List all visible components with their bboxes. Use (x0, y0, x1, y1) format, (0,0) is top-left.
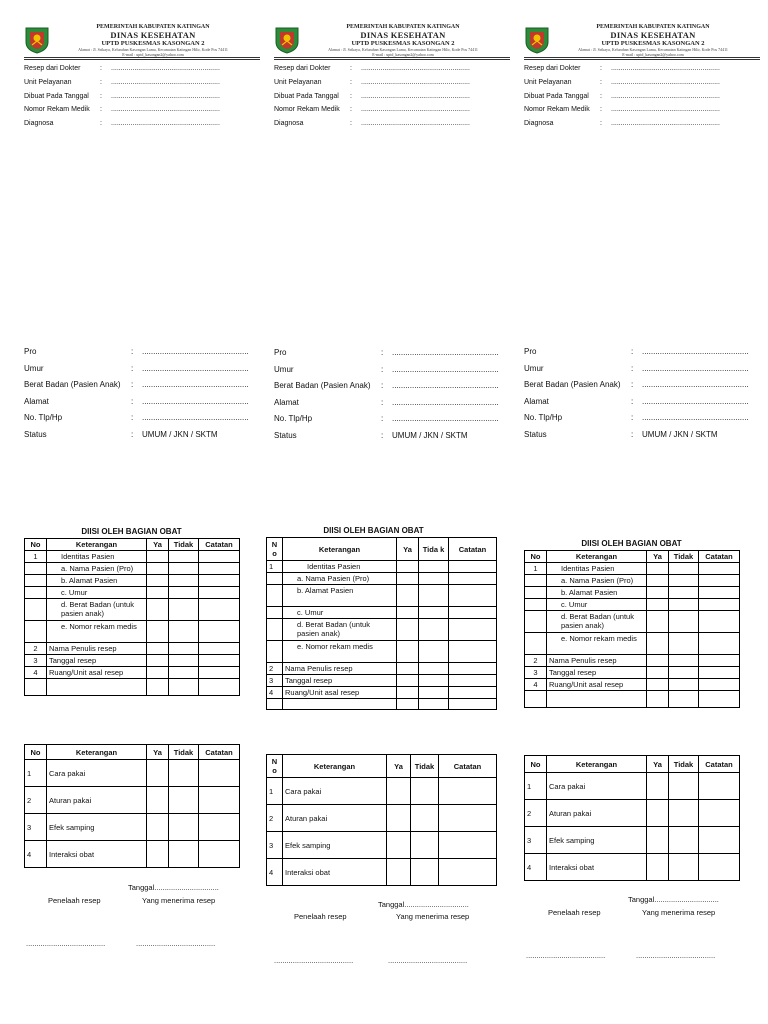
header-divider (24, 57, 260, 60)
receiver-label: Yang menerima resep (642, 908, 716, 917)
table-title: DIISI OLEH BAGIAN OBAT (81, 527, 182, 536)
form-copy-1: PEMERINTAH KABUPATEN KATINGAN DINAS KESEHATAN UPTD PUSKESMAS KASONGAN 2 Alamat : Jl. Srikaya, Kelurahan Kasongan Lama, Kecamatan Katingan Hilir, Kode Pos 74411 E-mail : uptd_kasongan2@yahoo.com Resep dari Dokter : ........................................................ Unit Pelayanan : ........................................................ Dibuat Pada Tanggal : ........................................................ Nomor Rekam Medik : ........................................................ Diagnosa : ........................................................ Pro : ................................................ Umur : ................................................ Berat Badan (Pasien Anak) : ................................................ Alamat : ................................................ No. Tlp/Hp : ................................................ Status : UMUM / JKN / SKTM DIISI OLEH BAGIAN OBAT No Keterangan Ya Tidak Catatan 1 Identitas Pasien a. Nama Pasien (Pro) b. Alamat Pasien c. Umur d. Berat Badan (untuk pasien anak) e. Nomor rekam medis 2 Nama Penulis resep 3 Tanggal resep 4 Ruang/Unit asal resep No Keterangan Ya Tidak Catatan 1 Cara pakai 2 Aturan pakai 3 Efek samping 4 Interaksi obat Tanggal............................... Penelaah resep Yang menerima resep ...................................... ...................................... (24, 0, 260, 1024)
katingan-emblem-icon (274, 26, 300, 54)
reviewer-label: Penelaah resep (294, 912, 347, 921)
reviewer-signature-line: ...................................... (26, 939, 106, 948)
receiver-label: Yang menerima resep (142, 896, 216, 905)
gov-name: PEMERINTAH KABUPATEN KATINGAN (346, 24, 460, 30)
form-copy-2: PEMERINTAH KABUPATEN KATINGAN DINAS KESEHATAN UPTD PUSKESMAS KASONGAN 2 Alamat : Jl. Srikaya, Kelurahan Kasongan Lama, Kecamatan Katingan Hilir, Kode Pos 74411 E-mail : uptd_kasongan2@yahoo.com Resep dari Dokter : ........................................................ Unit Pelayanan : ........................................................ Dibuat Pada Tanggal : ........................................................ Nomor Rekam Medik : ........................................................ Diagnosa : ........................................................ Pro : ................................................ Umur : ................................................ Berat Badan (Pasien Anak) : ................................................ Alamat : ................................................ No. Tlp/Hp : ................................................ Status : UMUM / JKN / SKTM DIISI OLEH BAGIAN OBAT N o Keterangan Ya Tida k Catatan 1 Identitas Pasien a. Nama Pasien (Pro) b. Alamat Pasien c. Umur d. Berat Badan (untuk pasien anak) e. Nomor rekam medis 2 Nama Penulis resep 3 Tanggal resep 4 Ruang/Unit asal resep N o Keterangan Ya Tidak Catatan 1 Cara pakai 2 Aturan pakai 3 Efek samping 4 Interaksi obat Tanggal............................... Penelaah resep Yang menerima resep ...................................... ...................................... (274, 0, 510, 1024)
clinic-address: Alamat : Jl. Srikaya, Kelurahan Kasongan Lama, Kecamatan Katingan Hilir, Kode Pos 74411 (328, 47, 478, 52)
usage-table: No Keterangan Ya Tidak Catatan 1 Cara pakai 2 Aturan pakai 3 Efek samping 4 Interaksi obat (524, 755, 740, 881)
reviewer-label: Penelaah resep (548, 908, 601, 917)
signature-date: Tanggal............................... (378, 900, 469, 909)
header-divider (524, 57, 760, 60)
clinic-name: UPTD PUSKESMAS KASONGAN 2 (351, 40, 455, 47)
receiver-signature-line: ...................................... (136, 939, 216, 948)
gov-name: PEMERINTAH KABUPATEN KATINGAN (96, 24, 210, 30)
agency-name: DINAS KESEHATAN (610, 30, 696, 40)
clinic-email: E-mail : uptd_kasongan2@yahoo.com (122, 52, 184, 57)
clinic-email: E-mail : uptd_kasongan2@yahoo.com (372, 52, 434, 57)
agency-name: DINAS KESEHATAN (110, 30, 196, 40)
review-table: No Keterangan Ya Tidak Catatan 1 Identitas Pasien a. Nama Pasien (Pro) b. Alamat Pasien c. Umur d. Berat Badan (untuk pasien anak) e. Nomor rekam medis 2 Nama Penulis resep 3 Tanggal resep 4 Ruang/Unit asal resep (24, 538, 240, 696)
receiver-signature-line: ...................................... (388, 956, 468, 965)
usage-table: N o Keterangan Ya Tidak Catatan 1 Cara pakai 2 Aturan pakai 3 Efek samping 4 Interaksi obat (266, 754, 497, 886)
reviewer-signature-line: ...................................... (526, 951, 606, 960)
clinic-address: Alamat : Jl. Srikaya, Kelurahan Kasongan Lama, Kecamatan Katingan Hilir, Kode Pos 74411 (578, 47, 728, 52)
letterhead (274, 24, 510, 58)
katingan-emblem-icon (24, 26, 50, 54)
signature-date: Tanggal............................... (628, 895, 719, 904)
reviewer-label: Penelaah resep (48, 896, 101, 905)
letterhead (524, 24, 760, 58)
review-table: N o Keterangan Ya Tida k Catatan 1 Identitas Pasien a. Nama Pasien (Pro) b. Alamat Pasien c. Umur d. Berat Badan (untuk pasien anak) e. Nomor rekam medis 2 Nama Penulis resep 3 Tanggal resep 4 Ruang/Unit asal resep (266, 537, 497, 710)
signature-date: Tanggal............................... (128, 883, 219, 892)
review-table: No Keterangan Ya Tidak Catatan 1 Identitas Pasien a. Nama Pasien (Pro) b. Alamat Pasien c. Umur d. Berat Badan (untuk pasien anak) e. Nomor rekam medis 2 Nama Penulis resep 3 Tanggal resep 4 Ruang/Unit asal resep (524, 550, 740, 708)
header-divider (274, 57, 510, 60)
gov-name: PEMERINTAH KABUPATEN KATINGAN (596, 24, 710, 30)
katingan-emblem-icon (524, 26, 550, 54)
clinic-name: UPTD PUSKESMAS KASONGAN 2 (101, 40, 205, 47)
table-title: DIISI OLEH BAGIAN OBAT (323, 526, 424, 535)
receiver-label: Yang menerima resep (396, 912, 470, 921)
table-title: DIISI OLEH BAGIAN OBAT (581, 539, 682, 548)
reviewer-signature-line: ...................................... (274, 956, 354, 965)
receiver-signature-line: ...................................... (636, 951, 716, 960)
agency-name: DINAS KESEHATAN (360, 30, 446, 40)
letterhead (24, 24, 260, 58)
clinic-address: Alamat : Jl. Srikaya, Kelurahan Kasongan Lama, Kecamatan Katingan Hilir, Kode Pos 74411 (78, 47, 228, 52)
clinic-email: E-mail : uptd_kasongan2@yahoo.com (622, 52, 684, 57)
usage-table: No Keterangan Ya Tidak Catatan 1 Cara pakai 2 Aturan pakai 3 Efek samping 4 Interaksi obat (24, 744, 240, 868)
form-copy-3: PEMERINTAH KABUPATEN KATINGAN DINAS KESEHATAN UPTD PUSKESMAS KASONGAN 2 Alamat : Jl. Srikaya, Kelurahan Kasongan Lama, Kecamatan Katingan Hilir, Kode Pos 74411 E-mail : uptd_kasongan2@yahoo.com Resep dari Dokter : ........................................................ Unit Pelayanan : ........................................................ Dibuat Pada Tanggal : ........................................................ Nomor Rekam Medik : ........................................................ Diagnosa : ........................................................ Pro : ................................................ Umur : ................................................ Berat Badan (Pasien Anak) : ................................................ Alamat : ................................................ No. Tlp/Hp : ................................................ Status : UMUM / JKN / SKTM DIISI OLEH BAGIAN OBAT No Keterangan Ya Tidak Catatan 1 Identitas Pasien a. Nama Pasien (Pro) b. Alamat Pasien c. Umur d. Berat Badan (untuk pasien anak) e. Nomor rekam medis 2 Nama Penulis resep 3 Tanggal resep 4 Ruang/Unit asal resep No Keterangan Ya Tidak Catatan 1 Cara pakai 2 Aturan pakai 3 Efek samping 4 Interaksi obat Tanggal............................... Penelaah resep Yang menerima resep ...................................... ...................................... (524, 0, 760, 1024)
clinic-name: UPTD PUSKESMAS KASONGAN 2 (601, 40, 705, 47)
